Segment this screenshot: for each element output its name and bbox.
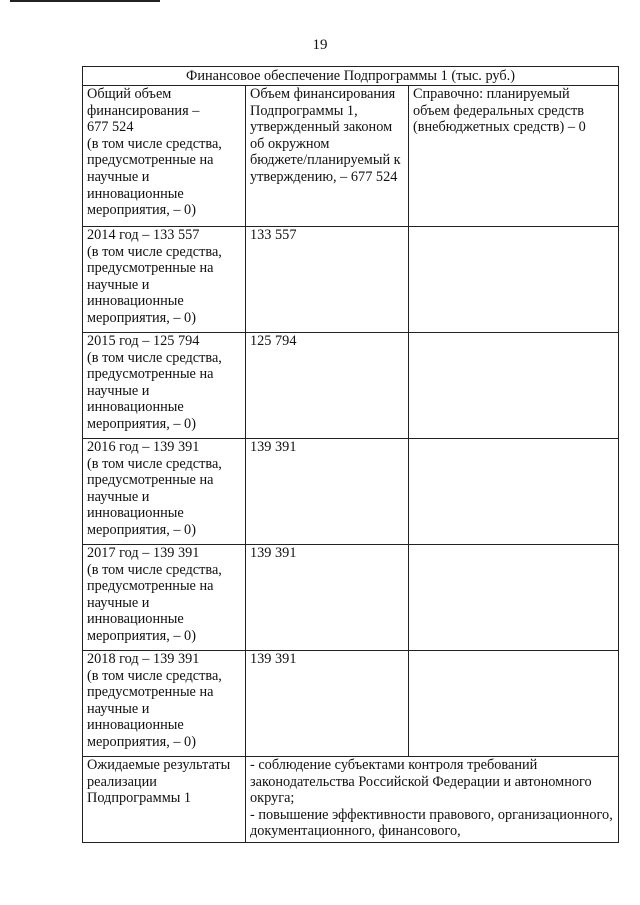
total-financing-cell: Общий объем финансирования – 677 524 (в том числе средства, предусмотренные на научные и инновационные мероприятия, – 0) <box>83 86 246 227</box>
expected-result-item: - повышение эффективности правового, организационного, документационного, финансового, <box>250 806 613 840</box>
federal-funds-reference-cell: Справочно: планируемый объем федеральных средств (внебюджетных средств) – 0 <box>409 86 619 227</box>
year-amount-cell: 125 794 <box>246 333 409 439</box>
year-reference-cell <box>409 227 619 333</box>
year-label-cell: 2015 год – 125 794 (в том числе средства, предусмотренные на научные и инновационные мероприятия, – 0) <box>83 333 246 439</box>
year-amount-cell: 139 391 <box>246 545 409 651</box>
year-amount-cell: 139 391 <box>246 651 409 757</box>
table-row <box>83 651 619 757</box>
table-title: Финансовое обеспечение Подпрограммы 1 (тыс. руб.) <box>83 67 619 86</box>
table-row <box>83 439 619 545</box>
year-label-cell: 2016 год – 139 391 (в том числе средства, предусмотренные на научные и инновационные мероприятия, – 0) <box>83 439 246 545</box>
year-amount-cell: 139 391 <box>246 439 409 545</box>
year-label-cell: 2017 год – 139 391 (в том числе средства, предусмотренные на научные и инновационные мероприятия, – 0) <box>83 545 246 651</box>
year-reference-cell <box>409 545 619 651</box>
expected-results-label: Ожидаемые результаты реализации Подпрограммы 1 <box>83 757 246 843</box>
financing-table <box>82 66 619 843</box>
table-header-row <box>83 86 619 227</box>
table-row <box>83 545 619 651</box>
year-label-cell: 2014 год – 133 557 (в том числе средства, предусмотренные на научные и инновационные мероприятия, – 0) <box>83 227 246 333</box>
year-amount-cell: 133 557 <box>246 227 409 333</box>
top-rule <box>10 0 160 2</box>
table-row <box>83 227 619 333</box>
table-row <box>83 333 619 439</box>
year-reference-cell <box>409 651 619 757</box>
expected-results-row <box>83 757 619 843</box>
year-reference-cell <box>409 333 619 439</box>
year-label-cell: 2018 год – 139 391 (в том числе средства, предусмотренные на научные и инновационные мероприятия, – 0) <box>83 651 246 757</box>
expected-result-item: - соблюдение субъектами контроля требований законодательства Российской Федерации и автономного округа; <box>250 757 592 807</box>
expected-results-list <box>246 757 619 843</box>
year-reference-cell <box>409 439 619 545</box>
page-number: 19 <box>312 37 328 53</box>
table-title-row <box>83 67 619 86</box>
approved-financing-cell: Объем финансирования Подпрограммы 1, утвержденный законом об окружном бюджете/планируемый к утверждению, – 677 524 <box>246 86 409 227</box>
